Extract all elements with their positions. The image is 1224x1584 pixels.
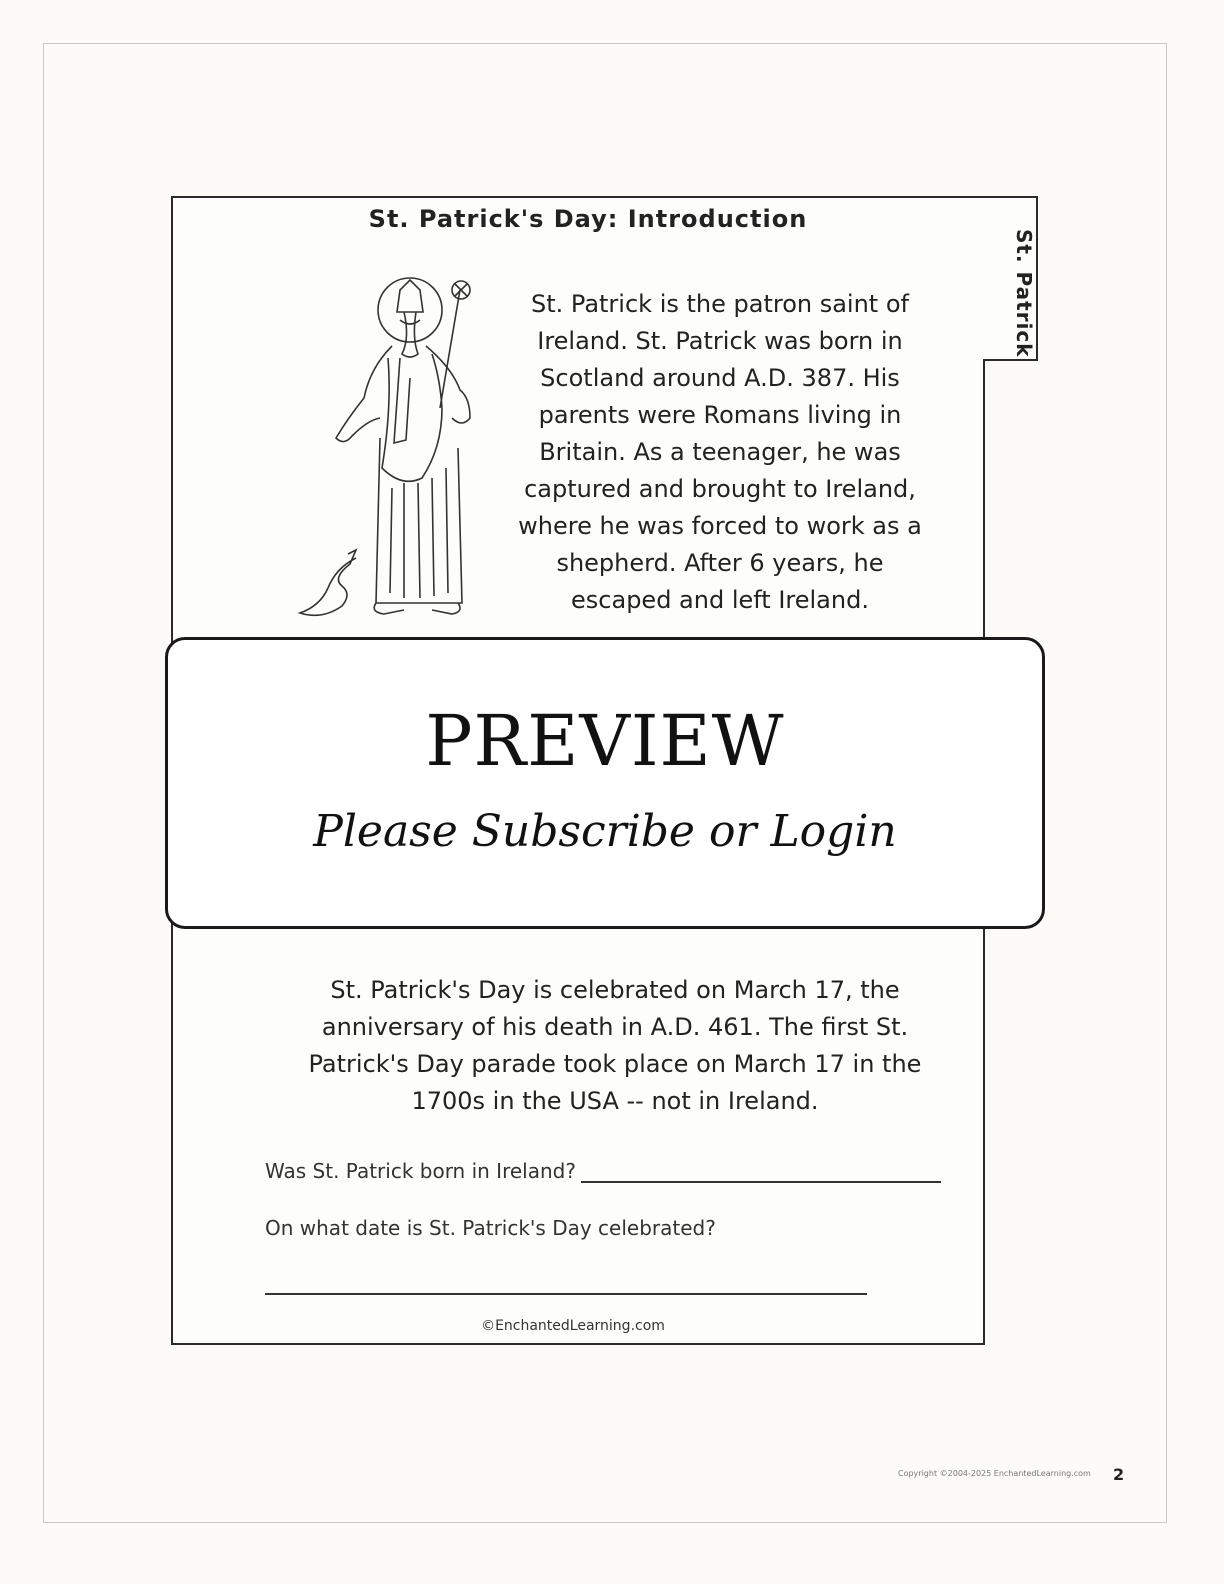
st-patrick-with-snake-icon [292, 268, 498, 628]
question-1: Was St. Patrick born in Ireland? [265, 1159, 576, 1183]
intro-line: escaped and left Ireland. [571, 586, 869, 614]
second-line: St. Patrick's Day is celebrated on March 17, the [330, 976, 900, 1004]
answer-line-2 [265, 1293, 867, 1295]
intro-line: parents were Romans living in [538, 401, 902, 429]
intro-line: captured and brought to Ireland, [524, 475, 916, 503]
subscribe-login-prompt[interactable]: Please Subscribe or Login [313, 806, 897, 857]
intro-line: Ireland. St. Patrick was born in [537, 327, 903, 355]
second-line: Patrick's Day parade took place on March 17 in the [308, 1050, 922, 1078]
intro-line: St. Patrick is the patron saint of [531, 290, 909, 318]
worksheet-title: St. Patrick's Day: Introduction [368, 205, 808, 233]
intro-line: shepherd. After 6 years, he [556, 549, 884, 577]
intro-line: Scotland around A.D. 387. His [540, 364, 900, 392]
copyright-notice: Copyright ©2004-2025 EnchantedLearning.com [898, 1469, 1091, 1478]
preview-overlay[interactable] [165, 637, 1045, 929]
second-line: anniversary of his death in A.D. 461. The first St. [321, 1013, 909, 1041]
intro-paragraph [505, 286, 935, 619]
answer-line-1 [581, 1181, 941, 1183]
second-paragraph [285, 972, 945, 1120]
worksheet-credit: ©EnchantedLearning.com [481, 1318, 665, 1334]
intro-line: Britain. As a teenager, he was [539, 438, 901, 466]
second-line: 1700s in the USA -- not in Ireland. [411, 1087, 819, 1115]
side-tab-label: St. Patrick [1012, 229, 1036, 358]
preview-title: PREVIEW [425, 700, 785, 782]
page-number: 2 [1113, 1465, 1125, 1484]
question-2: On what date is St. Patrick's Day celebrated? [265, 1216, 716, 1240]
intro-line: where he was forced to work as a [518, 512, 922, 540]
